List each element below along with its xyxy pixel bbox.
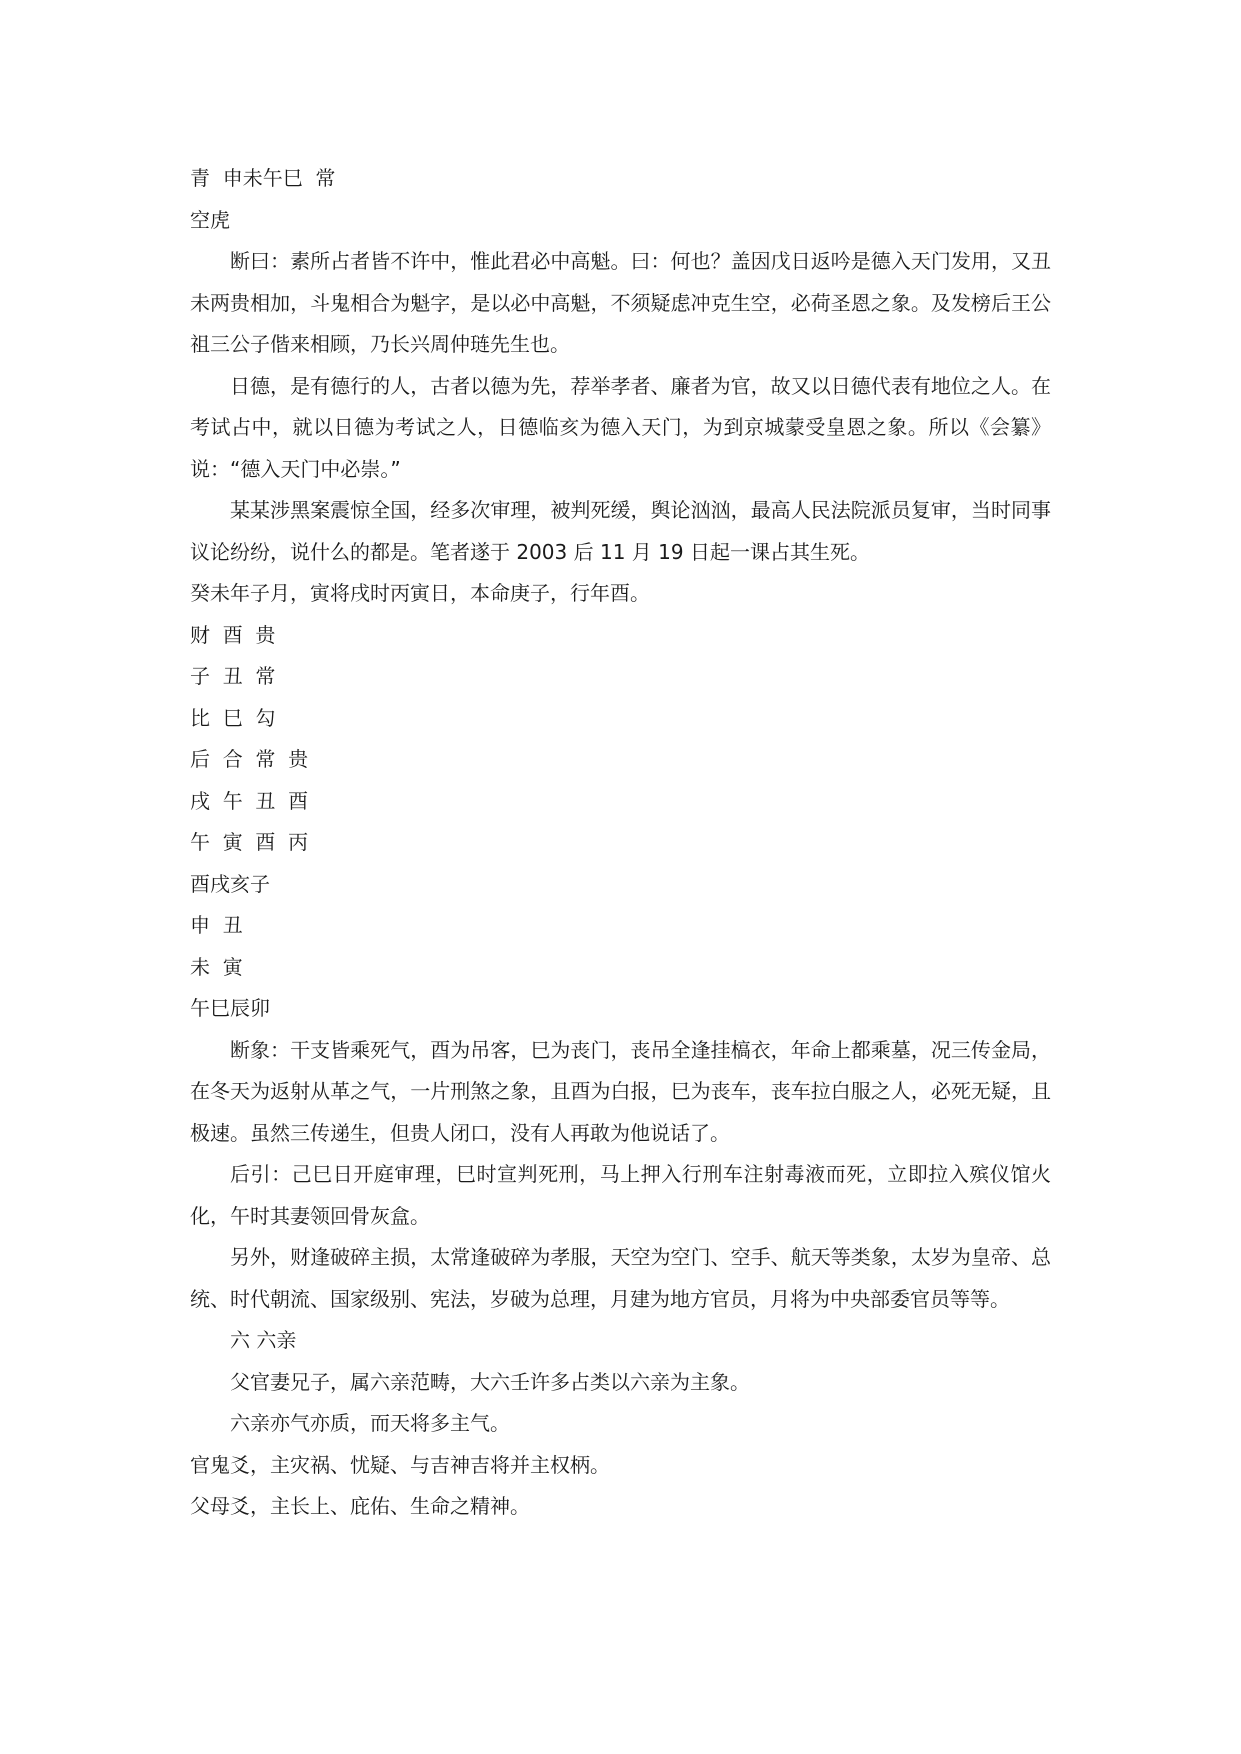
paragraph-2: 日德，是有德行的人，古者以德为先，荐举孝者、廉者为官，故又以日德代表有地位之人。在考试占中，就以日德为考试之人，日德临亥为德入天门，为到京城蒙受皇恩之象。所以《会纂》说：“德入天门中必崇。”	[190, 373, 1051, 481]
text-line-14: 官鬼爻，主灾祸、忧疑、与吉神吉将并主权柄。	[190, 1452, 610, 1477]
text-line-13: 午巳辰卯	[190, 996, 270, 1020]
text-line-8: 戌 午 丑 酉	[190, 788, 309, 813]
paragraph-1: 断曰：素所占者皆不许中，惟此君必中高魁。曰：何也？盖因戊日返吟是德入天门发用，又丑未两贵相加，斗鬼相合为魁字，是以必中高魁，不须疑虑冲克生空，必荷圣恩之象。及发榜后王公祖三公子偕来相顾，乃长兴周仲琏先生也。	[190, 249, 1051, 356]
text-line-12: 未 寅	[190, 954, 243, 979]
paragraph-7: 父官妻兄子，属六亲范畴，大六壬许多占类以六亲为主象。	[230, 1369, 750, 1394]
text-line-6: 比 巳 勾	[190, 705, 276, 730]
section-heading: 六 六亲	[230, 1328, 297, 1352]
paragraph-4: 断象：干支皆乘死气，酉为吊客，巳为丧门，丧吊全逢挂槁衣，年命上都乘墓，况三传金局，在冬天为返射从革之气，一片刑煞之象，且酉为白报，巳为丧车，丧车拉白服之人，必死无疑，且极速。虽然三传递生，但贵人闭口，没有人再敢为他说话了。	[190, 1037, 1051, 1145]
text-line-15: 父母爻，主长上、庇佑、生命之精神。	[190, 1494, 530, 1518]
text-line-10: 酉戌亥子	[190, 871, 270, 896]
text-line-2: 空虎	[190, 207, 230, 232]
text-line-3: 癸未年子月，寅将戌时丙寅日，本命庚子，行年酉。	[190, 581, 650, 605]
text-line-1: 青 申未午巳 常	[190, 166, 336, 190]
text-line-4: 财 酉 贵	[190, 622, 276, 647]
text-line-11: 申 丑	[190, 913, 243, 937]
paragraph-5: 后引：己巳日开庭审理，巳时宣判死刑，马上押入行刑车注射毒液而死，立即拉入殡仪馆火化，午时其妻领回骨灰盒。	[190, 1162, 1051, 1228]
paragraph-3: 某某涉黑案震惊全国，经多次审理，被判死缓，舆论汹汹，最高人民法院派员复审，当时同事议论纷纷，说什么的都是。笔者遂于 2003 后 11 月 19 日起一课占其生死。	[190, 498, 1051, 564]
text-line-7: 后 合 常 贵	[190, 747, 309, 771]
text-line-5: 子 丑 常	[190, 664, 276, 688]
text-line-9: 午 寅 酉 丙	[190, 830, 309, 854]
paragraph-6: 另外，财逢破碎主损，太常逢破碎为孝服，天空为空门、空手、航天等类象，太岁为皇帝、总统、时代朝流、国家级别、宪法，岁破为总理，月建为地方官员，月将为中央部委官员等等。	[190, 1245, 1051, 1311]
paragraph-8: 六亲亦气亦质，而天将多主气。	[230, 1411, 510, 1435]
